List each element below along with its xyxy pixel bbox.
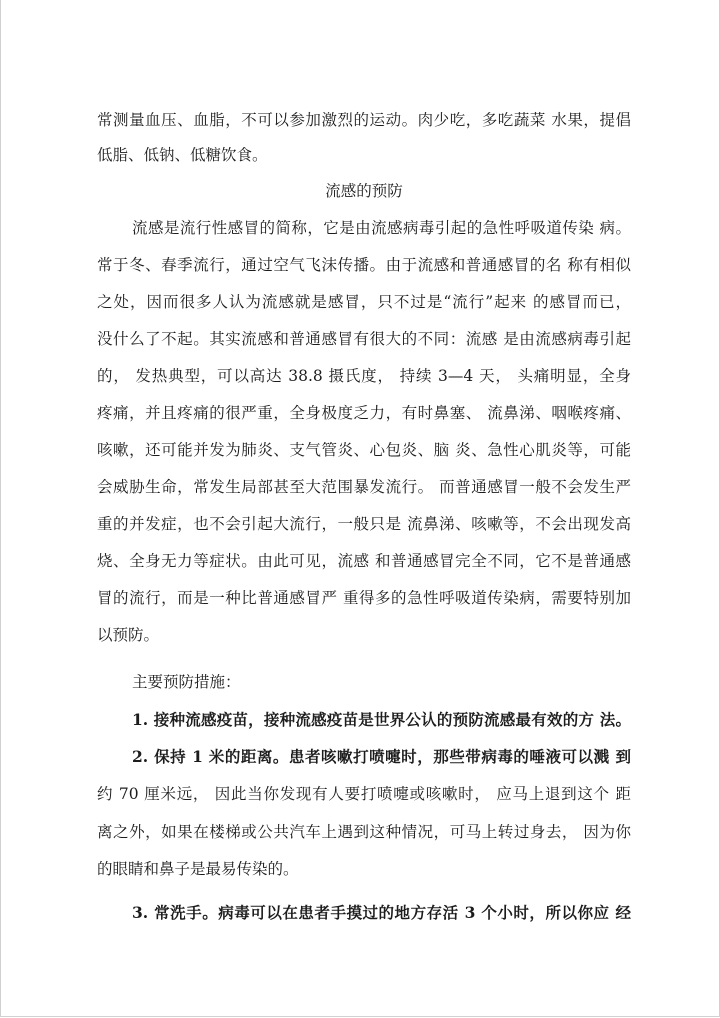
text-line: 重的并发症，也不会引起大流行，一般只是 流鼻涕、咳嗽等，不会出现发高 bbox=[97, 515, 631, 533]
text-line: 常于冬、春季流行，通过空气飞沫传播。由于流感和普通感冒的名 称有相似 bbox=[97, 256, 631, 274]
text-line: 以预防。 bbox=[97, 626, 160, 644]
text-line: 之处，因而很多人认为流感就是感冒，只不过是“流行”起来 的感冒而已， bbox=[97, 293, 631, 311]
text-line: 没什么了不起。其实流感和普通感冒有很大的不同：流感 是由流感病毒引起 bbox=[97, 330, 631, 348]
text-line: 常测量血压、血脂，不可以参加激烈的运动。肉少吃，多吃蔬菜 水果，提倡 bbox=[97, 111, 631, 129]
text-line: 烧、全身无力等症状。由此可见，流感 和普通感冒完全不同，它不是普通感 bbox=[97, 552, 631, 570]
list-item: 2. 保持 1 米的距离。患者咳嗽打喷嚏时，那些带病毒的唾液可以溅 到 bbox=[132, 747, 631, 766]
text-line: 会威胁生命，常发生局部甚至大范围暴发流行。 而普通感冒一般不会发生严 bbox=[97, 478, 631, 496]
text-line: 低脂、低钠、低糖饮食。 bbox=[97, 146, 268, 164]
text-line: 离之外，如果在楼梯或公共汽车上遇到这种情况，可马上转过身去， 因为你 bbox=[97, 823, 631, 841]
subsection-heading: 主要预防措施： bbox=[132, 673, 241, 691]
text-line: 的眼睛和鼻子是最易传染的。 bbox=[97, 860, 299, 878]
section-title: 流感的预防 bbox=[325, 182, 403, 200]
text-line: 咳嗽，还可能并发为肺炎、支气管炎、心包炎、脑 炎、急性心肌炎等，可能 bbox=[97, 441, 631, 459]
text-line: 疼痛，并且疼痛的很严重，全身极度乏力，有时鼻塞、 流鼻涕、咽喉疼痛、 bbox=[97, 404, 631, 422]
list-item: 1. 接种流感疫苗，接种流感疫苗是世界公认的预防流感最有效的方 法。 bbox=[132, 710, 631, 729]
text-line: 的， 发热典型，可以高达 38.8 摄氏度， 持续 3—4 天， 头痛明显，全身 bbox=[97, 367, 631, 385]
text-line: 冒的流行，而是一种比普通感冒严 重得多的急性呼吸道传染病，需要特别加 bbox=[97, 589, 631, 607]
list-item: 3. 常洗手。病毒可以在患者手摸过的地方存活 3 个小时，所以你应 经 bbox=[132, 903, 631, 922]
text-line: 约 70 厘米远， 因此当你发现有人要打喷嚏或咳嗽时， 应马上退到这个 距 bbox=[97, 785, 631, 803]
text-line: 流感是流行性感冒的简称，它是由流感病毒引起的急性呼吸道传染 病。 bbox=[132, 219, 631, 237]
